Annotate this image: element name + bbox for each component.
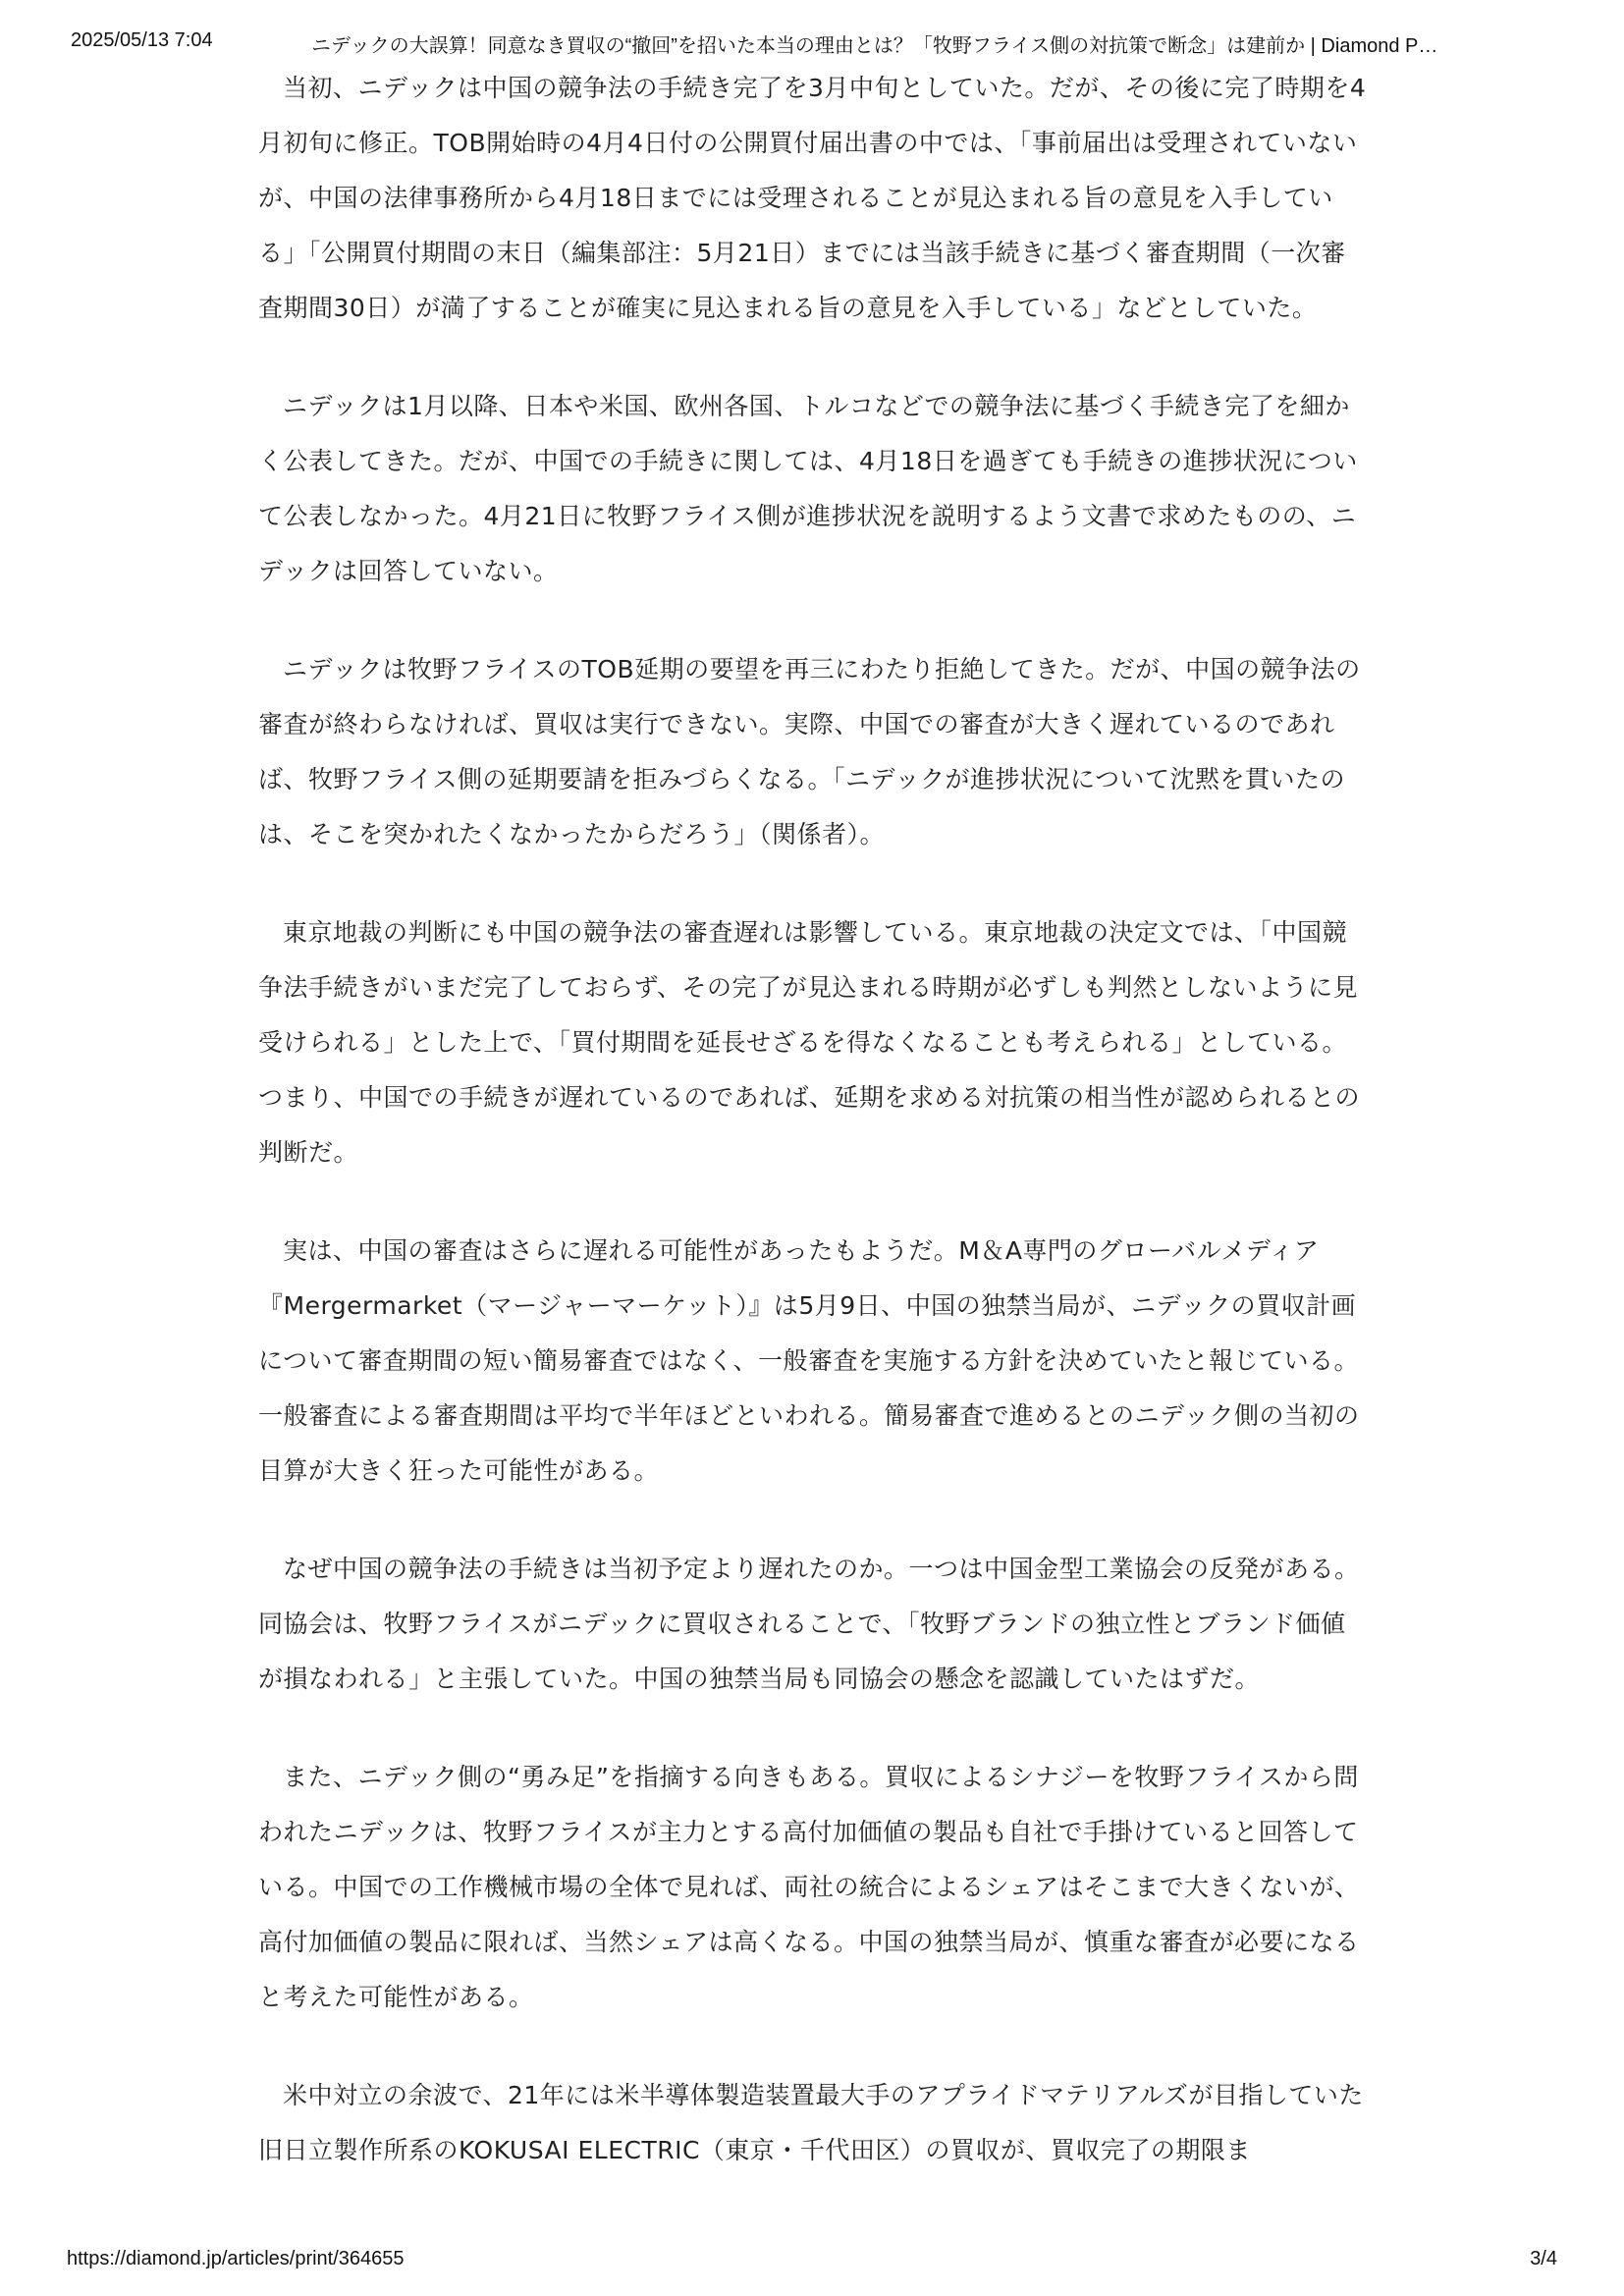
article-paragraph: また、ニデック側の“勇み足”を指摘する向きもある。買収によるシナジーを牧野フライスから問われたニデックは、牧野フライスが主力とする高付加価値の製品も自社で手掛けていると回答している。中国での工作機械市場の全体で見れば、両社の統合によるシェアはそこまで大きくないが、高付加価値の製品に限れば、当然シェアは高くなる。中国の独禁当局が、慎重な審査が必要になると考えた可能性がある。	[258, 1763, 1360, 2011]
article-body	[258, 61, 1368, 2221]
article-paragraph: 東京地裁の判断にも中国の競争法の審査遅れは影響している。東京地裁の決定文では、「中国競争法手続きがいまだ完了しておらず、その完了が見込まれる時期が必ずしも判然としないように見受けられる」とした上で、「買付期間を延長せざるを得なくなることも考えられる」としている。つまり、中国での手続きが遅れているのであれば、延期を求める対抗策の相当性が認められるとの判断だ。	[258, 918, 1361, 1167]
page-number: 3/4	[1530, 2248, 1557, 2269]
print-datetime: 2025/05/13 7:04	[71, 29, 213, 51]
article-paragraph: 実は、中国の審査はさらに遅れる可能性があったもようだ。M＆A専門のグローバルメディア『Mergermarket（マージャーマーケット）』は5月9日、中国の独禁当局が、ニデックの買収計画について審査期間の短い簡易審査ではなく、一般審査を実施する方針を決めていたと報じている。一般審査による審査期間は平均で半年ほどといわれる。簡易審査で進めるとのニデック側の当初の目算が大きく狂った可能性がある。	[258, 1236, 1360, 1485]
article-paragraph: 米中対立の余波で、21年には米半導体製造装置最大手のアプライドマテリアルズが目指していた旧日立製作所系のKOKUSAI ELECTRIC（東京・千代田区）の買収が、買収完了の期限ま	[258, 2081, 1364, 2164]
article-paragraph: なぜ中国の競争法の手続きは当初予定より遅れたのか。一つは中国金型工業協会の反発がある。同協会は、牧野フライスがニデックに買収されることで、「牧野ブランドの独立性とブランド価値が損なわれる」と主張していた。中国の独禁当局も同協会の懸念を認識していたはずだ。	[258, 1555, 1360, 1693]
article-paragraph: ニデックは1月以降、日本や米国、欧州各国、トルコなどでの競争法に基づく手続き完了を細かく公表してきた。だが、中国での手続きに関しては、4月18日を過ぎても手続きの進捗状況について公表しなかった。4月21日に牧野フライス側が進捗状況を説明するよう文書で求めたものの、ニデックは回答していない。	[258, 392, 1358, 585]
print-footer	[67, 2248, 1557, 2275]
page-url: https://diamond.jp/articles/print/364655	[67, 2248, 405, 2269]
page-title: ニデックの大誤算！同意なき買収の“撤回”を招いた本当の理由とは？「牧野フライス側の対抗策で断念」は建前か | Diamond P…	[311, 35, 1438, 57]
article-paragraph: ニデックは牧野フライスのTOB延期の要望を再三にわたり拒絶してきた。だが、中国の競争法の審査が終わらなければ、買収は実行できない。実際、中国での審査が大きく遅れているのであれば、牧野フライス側の延期要請を拒みづらくなる。「ニデックが進捗状況について沈黙を貫いたのは、そこを突かれたくなかったからだろう」（関係者）。	[258, 655, 1361, 848]
article-paragraph: 当初、ニデックは中国の競争法の手続き完了を3月中旬としていた。だが、その後に完了時期を4月初旬に修正。TOB開始時の4月4日付の公開買付届出書の中では、「事前届出は受理されていないが、中国の法律事務所から4月18日までには受理されることが見込まれる旨の意見を入手している」「公開買付期間の末日（編集部注：5月21日）までには当該手続きに基づく審査期間（一次審査期間30日）が満了することが確実に見込まれる旨の意見を入手している」などとしていた。	[258, 74, 1367, 322]
print-header	[71, 29, 1563, 61]
